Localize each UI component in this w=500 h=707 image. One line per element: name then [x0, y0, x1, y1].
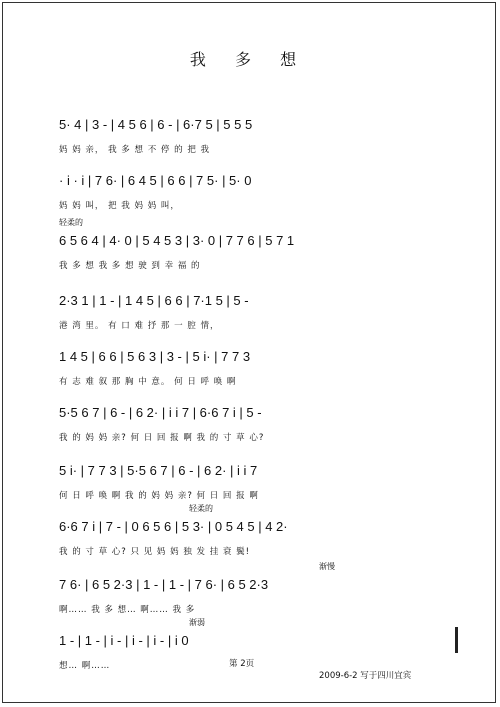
- footer-note: 2009-6-2 写于四川宜宾: [319, 671, 412, 681]
- lyrics-line: 我 的 妈 妈 亲? 何 日 回 报 啊 我 的 寸 草 心?: [59, 433, 265, 443]
- lyrics-line: 我 的 寸 草 心? 只 见 妈 妈 独 发 挂 衰 鬓!: [59, 547, 251, 557]
- final-barline: [455, 627, 458, 653]
- lyrics-line: 想… 啊……: [59, 661, 111, 671]
- lyrics-line: 港 湾 里。 有 口 难 抒 那 一 腔 情，: [59, 321, 220, 331]
- lyrics-line: 妈 妈 叫， 把 我 妈 妈 叫，: [59, 201, 180, 211]
- expression-mark: 轻柔的: [189, 504, 213, 513]
- score-system-9: [3, 562, 495, 627]
- expression-mark: 轻柔的: [59, 218, 83, 227]
- lyrics-line: 啊…… 我 多 想… 啊…… 我 多: [59, 605, 196, 615]
- notation-line: 5 i· | 7 7 3 | 5·5 6 7 | 6 - | 6 2· | i i 7: [59, 463, 258, 478]
- expression-mark: 渐慢: [319, 562, 335, 571]
- score-system-1: [3, 107, 495, 167]
- notation-line: 5· 4 | 3 - | 4 5 6 | 6 - | 6·7 5 | 5 5 5: [59, 117, 253, 132]
- score-system-2: [3, 163, 495, 223]
- lyrics-line: 何 日 呼 唤 啊 我 的 妈 妈 亲? 何 日 回 报 啊: [59, 491, 259, 501]
- lyrics-line: 有 志 难 叙 那 胸 中 意。 何 日 呼 唤 啊: [59, 377, 237, 387]
- page-number: 第 2页: [229, 659, 255, 669]
- expression-mark: 渐弱: [189, 618, 205, 627]
- score-system-8: [3, 504, 495, 569]
- score-system-4: [3, 283, 495, 343]
- score-system-7: [3, 453, 495, 513]
- notation-line: 6 5 6 4 | 4· 0 | 5 4 5 3 | 3· 0 | 7 7 6 | 5 7 1: [59, 233, 295, 248]
- notation-line: 5·5 6 7 | 6 - | 6 2· | i i 7 | 6·6 7 i | 5 -: [59, 405, 262, 420]
- score-system-5: [3, 339, 495, 399]
- notation-line: · i · i | 7 6· | 6 4 5 | 6 6 | 7 5· | 5· 0: [59, 173, 252, 188]
- score-system-10: [3, 618, 495, 683]
- lyrics-line: 妈 妈 亲， 我 多 想 不 停 的 把 我: [59, 145, 211, 155]
- notation-line: 1 - | 1 - | i - | i - | i - | i 0: [59, 633, 189, 648]
- score-sheet: [2, 2, 496, 703]
- lyrics-line: 我 多 想 我 多 想 驶 到 幸 福 的: [59, 261, 201, 271]
- notation-line: 1 4 5 | 6 6 | 5 6 3 | 3 - | 5 i· | 7 7 3: [59, 349, 251, 364]
- notation-line: 6·6 7 i | 7 - | 0 6 5 6 | 5 3· | 0 5 4 5 | 4 2·: [59, 519, 288, 534]
- notation-line: 7 6· | 6 5 2·3 | 1 - | 1 - | 7 6· | 6 5 2·3: [59, 577, 269, 592]
- song-title: 我 多 想: [189, 50, 309, 69]
- notation-line: 2·3 1 | 1 - | 1 4 5 | 6 6 | 7·1 5 | 5 -: [59, 293, 249, 308]
- score-system-6: [3, 395, 495, 455]
- score-system-3: [3, 218, 495, 283]
